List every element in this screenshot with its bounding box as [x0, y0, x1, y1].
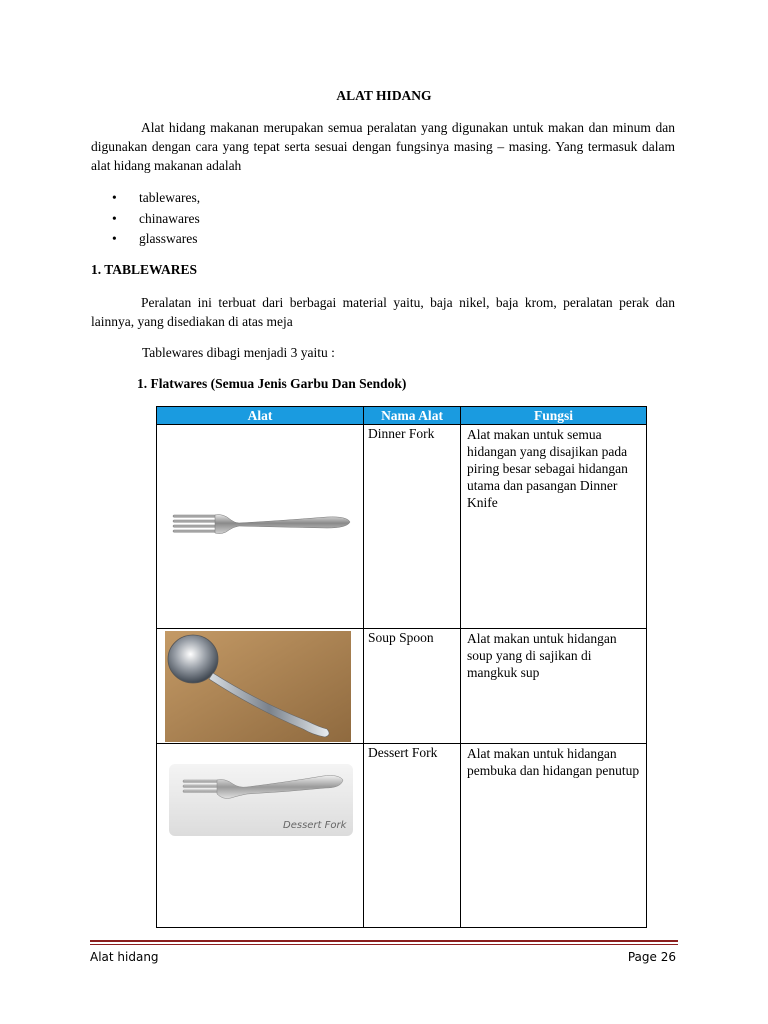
division-text: Tablewares dibagi menjadi 3 yaitu : — [142, 345, 335, 360]
header-nama-alat: Nama Alat — [364, 407, 461, 425]
dessert-fork-caption: Dessert Fork — [283, 820, 347, 831]
table-row — [157, 425, 647, 629]
dinner-fork-image — [157, 425, 363, 627]
dessert-fork-image — [157, 744, 363, 926]
footer-rule — [90, 940, 678, 942]
bullet-item: • chinawares — [112, 211, 200, 232]
function-cell: Alat makan untuk semua hidangan yang disajikan pada piring besar sebagai hidangan utama dan pasangan Dinner Knife — [461, 425, 647, 629]
page-number: Page 26 — [627, 950, 676, 964]
section-heading: 1. TABLEWARES — [91, 262, 198, 277]
intro-paragraph: Alat hidang makanan merupakan semua peralatan yang digunakan untuk makan dan minum dan digunakan dengan cara yang tepat serta sesuai dengan fungsinya masing – masing. Yang termasuk dalam alat hidang makanan adalah — [91, 120, 675, 173]
name-cell: Dinner Fork — [364, 425, 461, 629]
header-fungsi: Fungsi — [461, 407, 647, 425]
bullet-item: • tablewares, — [112, 190, 200, 211]
soup-spoon-image — [157, 629, 363, 742]
table-row — [157, 629, 647, 744]
dessert-fork-icon — [157, 744, 362, 926]
footer-title: Alat hidang — [90, 950, 159, 964]
header-alat: Alat — [157, 407, 364, 425]
image-cell — [157, 744, 364, 928]
image-cell — [157, 425, 364, 629]
section-paragraph: Peralatan ini terbuat dari berbagai material yaitu, baja nikel, baja krom, peralatan perak dan lainnya, yang disediakan di atas meja — [91, 295, 675, 329]
bullet-item: • glasswares — [112, 231, 200, 252]
table-row — [157, 744, 647, 928]
name-cell: Dessert Fork — [364, 744, 461, 928]
page-title: ALAT HIDANG — [336, 88, 432, 103]
sub-heading: 1. Flatwares (Semua Jenis Garbu Dan Sendok) — [137, 376, 407, 391]
function-cell: Alat makan untuk hidangan soup yang di sajikan di mangkuk sup — [461, 629, 647, 744]
function-cell: Alat makan untuk hidangan pembuka dan hidangan penutup — [461, 744, 647, 928]
soup-spoon-icon — [157, 629, 362, 742]
footer-rule-thin — [90, 944, 678, 945]
flatware-table — [156, 406, 647, 928]
table-header-row — [157, 407, 647, 425]
dinner-fork-icon — [157, 425, 362, 627]
name-cell: Soup Spoon — [364, 629, 461, 744]
image-cell — [157, 629, 364, 744]
bullet-list — [112, 190, 200, 252]
